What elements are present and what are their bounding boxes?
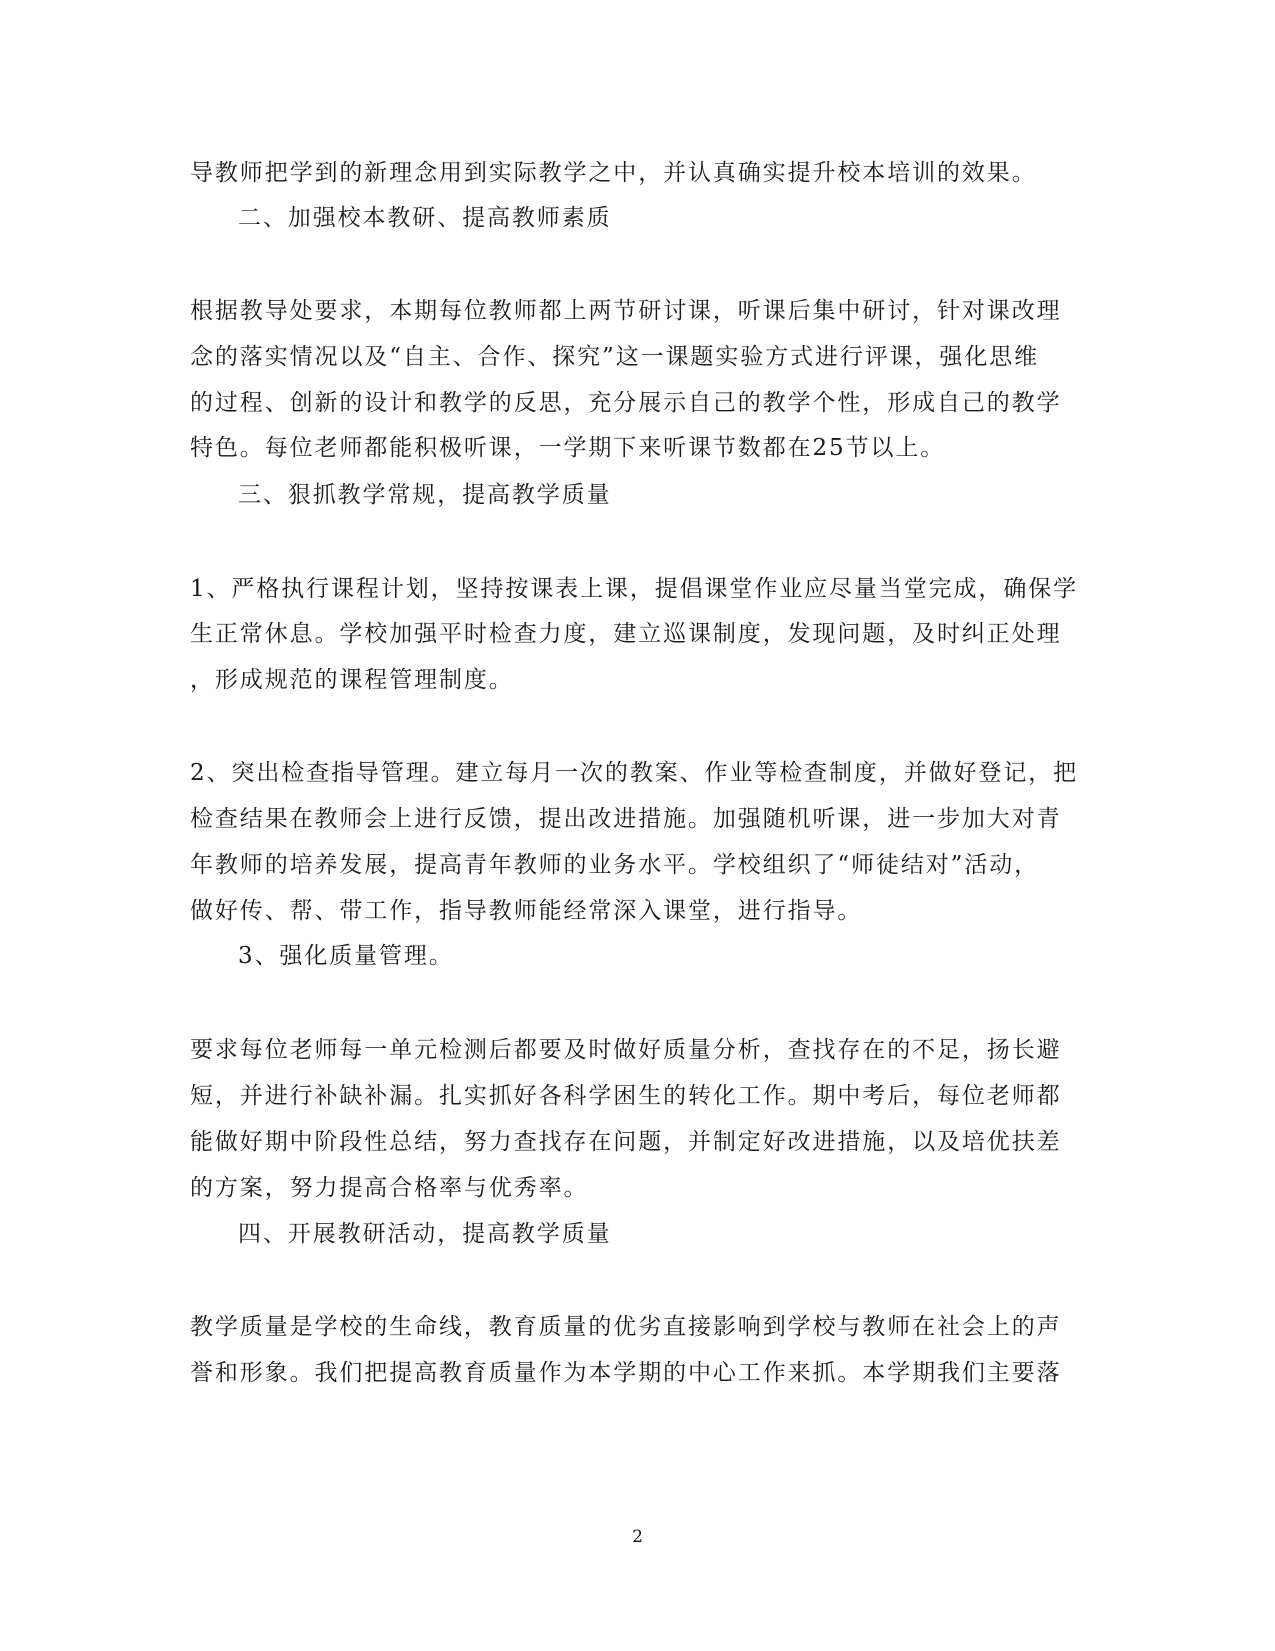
- body-line: 的方案，努力提高合格率与优秀率。: [190, 1175, 589, 1201]
- body-line: 1、严格执行课程计划，坚持按课表上课，提倡课堂作业应尽量当堂完成，确保学: [190, 576, 1079, 602]
- body-line: 导教师把学到的新理念用到实际教学之中，并认真确实提升校本培训的效果。: [190, 160, 1037, 186]
- section-heading: 四、开展教研活动，提高教学质量: [238, 1221, 612, 1247]
- body-line: ，形成规范的课程管理制度。: [190, 667, 514, 693]
- body-line: 的过程、创新的设计和教学的反思，充分展示自己的教学个性，形成自己的教学: [190, 390, 1062, 416]
- body-line: 短，并进行补缺补漏。扎实抓好各科学困生的转化工作。期中考后，每位老师都: [190, 1083, 1062, 1109]
- body-line: 能做好期中阶段性总结，努力查找存在问题，并制定好改进措施，以及培优扶差: [190, 1129, 1062, 1155]
- body-line: 年教师的培养发展，提高青年教师的业务水平。学校组织了“师徒结对”活动，: [190, 852, 1040, 878]
- body-line: 要求每位老师每一单元检测后都要及时做好质量分析，查找存在的不足，扬长避: [190, 1037, 1062, 1063]
- body-line: 根据教导处要求，本期每位教师都上两节研讨课，听课后集中研讨，针对课改理: [190, 298, 1062, 324]
- body-line: 誉和形象。我们把提高教育质量作为本学期的中心工作来抓。本学期我们主要落: [190, 1360, 1062, 1386]
- section-heading: 二、加强校本教研、提高教师素质: [238, 205, 612, 231]
- body-line: 教学质量是学校的生命线，教育质量的优劣直接影响到学校与教师在社会上的声: [190, 1314, 1062, 1340]
- section-heading: 三、狠抓教学常规，提高教学质量: [238, 482, 612, 508]
- body-line: 检查结果在教师会上进行反馈，提出改进措施。加强随机听课，进一步加大对青: [190, 806, 1062, 832]
- body-line: 特色。每位老师都能积极听课，一学期下来听课节数都在25节以上。: [190, 435, 946, 461]
- body-line: 念的落实情况以及“自主、合作、探究”这一课题实验方式进行评课，强化思维: [190, 344, 1040, 370]
- body-line: 2、突出检查指导管理。建立每月一次的教案、作业等检查制度，并做好登记，把: [190, 760, 1079, 786]
- page-number: 2: [632, 1527, 643, 1547]
- section-heading: 3、强化质量管理。: [238, 943, 454, 969]
- body-line: 做好传、帮、带工作，指导教师能经常深入课堂，进行指导。: [190, 898, 863, 924]
- body-line: 生正常休息。学校加强平时检查力度，建立巡课制度，发现问题，及时纠正处理: [190, 621, 1062, 647]
